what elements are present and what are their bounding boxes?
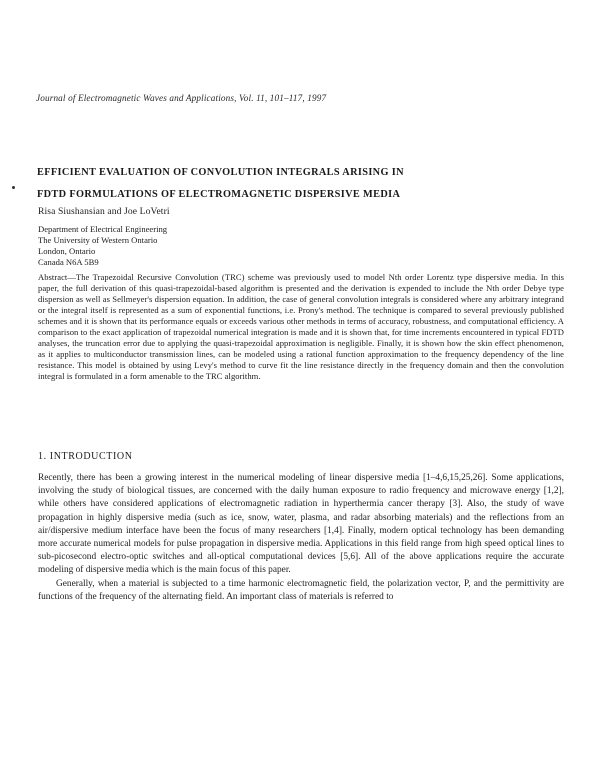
title-line-2: FDTD FORMULATIONS OF ELECTROMAGNETIC DISPERSIVE MEDIA [37, 189, 401, 200]
author-list: Risa Siushansian and Joe LoVetri [38, 206, 170, 217]
affiliation-university: The University of Western Ontario [38, 235, 158, 245]
intro-paragraph-2: Generally, when a material is subjected to a time harmonic electromagnetic field, the polarization vector, P, and the permittivity are functions of the frequency of the alternating field. An important class of materials is referred to [38, 578, 564, 602]
affiliation-department: Department of Electrical Engineering [38, 224, 168, 234]
abstract-label: Abstract— [38, 272, 76, 282]
abstract [38, 272, 564, 382]
affiliation-country: Canada N6A 5B9 [38, 257, 99, 267]
affiliation-block [38, 224, 167, 268]
intro-paragraph-1: Recently, there has been a growing interest in the numerical modeling of linear dispersive media [1–4,6,15,25,26]. Some applications, involving the study of biological tissues, are concerned with the daily human exposure to radio frequency and microwave energy [1,2], while others have considered applications of electromagnetic radiation in hyperthermia cancer therapy [3]. Also, the study of wave propagation in highly dispersive media (such as ice, snow, water, plasma, and radar absorbing materials) and the reflections from an air/dispersive medium interface have been the focus of many researchers [1,4]. Finally, modern optical technology has been demanding more accurate numerical models for pulse propagation in dispersive media. Applications in this field range from high speed optical lines to sub-picosecond electro-optic switches and all-optical computational devices [5,6]. All of the above applications require the accurate modeling of dispersive media which is the main focus of this paper. [38, 473, 564, 576]
title-line-1: EFFICIENT EVALUATION OF CONVOLUTION INTEGRALS ARISING IN [37, 167, 404, 178]
journal-running-head: Journal of Electromagnetic Waves and Applications, Vol. 11, 101–117, 1997 [36, 93, 327, 103]
affiliation-city: London, Ontario [38, 246, 96, 256]
section-heading-introduction: 1. INTRODUCTION [38, 451, 133, 462]
margin-dot [12, 186, 15, 189]
abstract-text: The Trapezoidal Recursive Convolution (TRC) scheme was previously used to model Nth order Lorentz type dispersive media. In this paper, the full derivation of this quasi-trapezoidal-based algorithm is presented and the derivation is expended to include the Nth order Debye type dispersion as well as Sellmeyer's dispersion equation. In addition, the case of general convolution integrals is considered where any arbitrary integrand or the integral itself is represented as a sum of exponential functions, i.e. Prony's method. The technique is compared to several previously published schemes and it is shown that its performance equals or exceeds various other methods in terms of accuracy, robustness, and computational efficiency. A comparison to the exact application of trapezoidal numerical integration is made and it is shown that, for time increments encountered in typical FDTD analyses, the truncation error due to applying the quasi-trapezoidal approximation is negligible. Finally, it is shown how the skin effect phenomenon, as it applies to multiconductor transmission lines, can be modeled using a rational function approximation to the frequency dependency of the line resistance. This model is obtained by using Levy's method to curve fit the line resistance directly in the frequency domain and then the convolution integral is formulated in a form amenable to the TRC algorithm. [38, 272, 564, 381]
introduction-body [38, 472, 564, 604]
paper-title [37, 162, 567, 206]
